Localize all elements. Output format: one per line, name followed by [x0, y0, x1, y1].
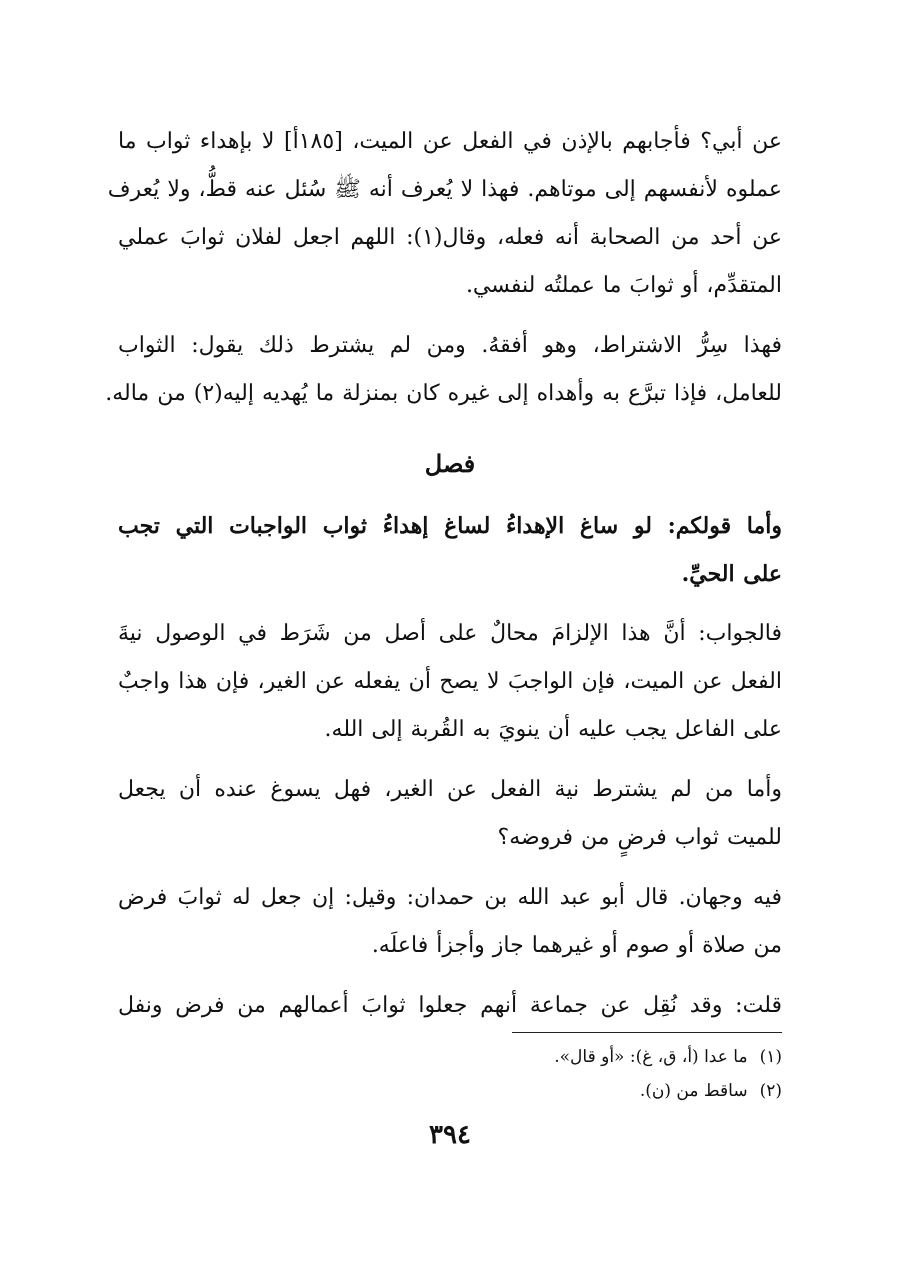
footnote-1-text: ما عدا (أ، ق، غ): «أو قال».	[554, 1047, 748, 1067]
block2-paragraph-3	[118, 766, 782, 862]
footnotes	[118, 1040, 782, 1108]
body-text-block-2	[118, 502, 782, 1030]
footnote-1	[118, 1040, 782, 1074]
text-line: فهذا سِرُّ الاشتراط، وهو أفقهُ. ومن لم يشترط ذلك يقول: الثواب	[118, 333, 782, 358]
text-line: وأما قولكم: لو ساغ الإهداءُ لساغ إهداءُ ثواب الواجبات التي تجب	[118, 513, 782, 539]
block2-paragraph-5	[118, 982, 782, 1030]
text-line: عن أحد من الصحابة أنه فعله، وقال(١): اللهم اجعل لفلان ثوابَ عملي	[118, 225, 782, 250]
footnote-2-number: (٢)	[759, 1081, 782, 1101]
text-line: عن أبي؟ فأجابهم بالإذن في الفعل عن الميت، [١٨٥أ] لا بإهداء ثواب ما	[118, 129, 782, 154]
page-number: ٣٩٤	[429, 1120, 471, 1150]
text-line: وأما من لم يشترط نية الفعل عن الغير، فهل يسوغ عنده أن يجعل	[118, 777, 782, 802]
block1-paragraph-2	[105, 322, 782, 418]
block2-paragraph-2	[118, 610, 782, 754]
footnote-2	[118, 1074, 782, 1108]
footnote-2-text: ساقط من (ن).	[639, 1081, 748, 1101]
text-line: للميت ثواب فرضٍ من فروضه؟	[497, 825, 782, 850]
footnote-divider	[512, 1032, 782, 1033]
text-line: على الفاعل يجب عليه أن ينويَ به القُربة إلى الله.	[324, 717, 782, 742]
text-line: فالجواب: أنَّ هذا الإلزامَ محالٌ على أصل من شَرَط في الوصول نيةَ	[118, 621, 782, 646]
text-line: للعامل، فإذا تبرَّع به وأهداه إلى غيره كان بمنزلة ما يُهديه إليه(٢) من ماله.	[105, 381, 782, 406]
footnote-1-number: (١)	[759, 1047, 782, 1067]
block2-paragraph-4	[118, 874, 782, 970]
text-line: قلت: وقد نُقِل عن جماعة أنهم جعلوا ثوابَ أعمالهم من فرض ونفل	[118, 993, 782, 1018]
page-body	[105, 118, 782, 1042]
block2-paragraph-1	[118, 502, 782, 598]
text-line: المتقدِّم، أو ثوابَ ما عملتُه لنفسي.	[465, 273, 782, 298]
section-heading: فصل	[424, 449, 476, 478]
body-text-block-1	[105, 118, 782, 418]
text-line: فيه وجهان. قال أبو عبد الله بن حمدان: وقيل: إن جعل له ثوابَ فرض	[118, 885, 782, 910]
block1-paragraph-1	[107, 118, 782, 310]
text-line: عملوه لأنفسهم إلى موتاهم. فهذا لا يُعرف أنه ﷺ سُئل عنه قطُّ، ولا يُعرف	[107, 177, 782, 202]
text-line: من صلاة أو صوم أو غيرهما جاز وأجزأ فاعلَه.	[371, 933, 782, 958]
text-line: الفعل عن الميت، فإن الواجبَ لا يصح أن يفعله عن الغير، فإن هذا واجبٌ	[118, 669, 782, 694]
text-line: على الحيِّ.	[681, 561, 782, 587]
